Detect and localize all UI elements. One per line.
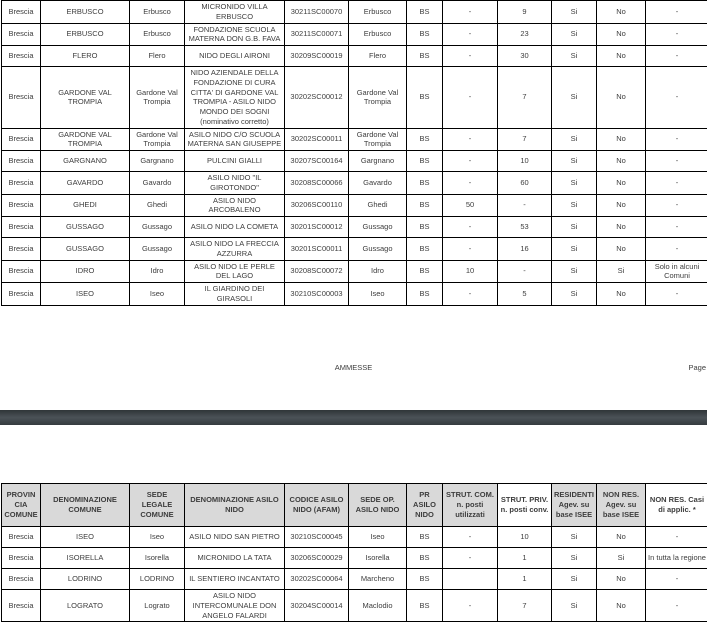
table-cell: 30201SC00011 [285, 238, 349, 261]
table-cell: Brescia [2, 217, 41, 238]
table-cell: Idro [130, 260, 185, 283]
table-cell: No [597, 151, 646, 172]
table-cell: Solo in alcuni Comuni [646, 260, 707, 283]
table-cell: BS [407, 590, 443, 622]
table-cell: GUSSAGO [41, 238, 130, 261]
table-cell: LOGRATO [41, 590, 130, 622]
table-cell: Brescia [2, 67, 41, 129]
table-cell: GARDONE VAL TROMPIA [41, 67, 130, 129]
table-cell: 5 [498, 283, 552, 306]
table-cell: IL GIARDINO DEI GIRASOLI [185, 283, 285, 306]
table-cell: Si [552, 151, 597, 172]
table-cell: ASILO NIDO INTERCOMUNALE DON ANGELO FALARDI [185, 590, 285, 622]
table-cell: Brescia [2, 1, 41, 24]
table-cell: - [443, 46, 498, 67]
table-cell: Gussago [349, 217, 407, 238]
table-cell: 7 [498, 590, 552, 622]
table-cell: 60 [498, 172, 552, 195]
table-cell: Ghedi [130, 194, 185, 217]
table-cell: Brescia [2, 569, 41, 590]
table-row [2, 548, 707, 569]
table-cell: - [646, 23, 707, 46]
table-cell: ASILO NIDO "IL GIROTONDO" [185, 172, 285, 195]
table-cell: Brescia [2, 128, 41, 151]
table-cell: Maclodio [349, 590, 407, 622]
table-cell: Gargnano [349, 151, 407, 172]
table-cell: 30207SC00164 [285, 151, 349, 172]
header-cell: NON RES. Casi di applic. * [646, 484, 707, 527]
table-cell: 30202SC00012 [285, 67, 349, 129]
table-cell: 30204SC00014 [285, 590, 349, 622]
table-cell: BS [407, 172, 443, 195]
table-cell: GUSSAGO [41, 217, 130, 238]
table-cell: No [597, 23, 646, 46]
table-cell: Gussago [349, 238, 407, 261]
table-cell: Si [552, 283, 597, 306]
table-cell: - [646, 569, 707, 590]
table-cell: GAVARDO [41, 172, 130, 195]
header-cell: DENOMINAZIONE ASILO NIDO [185, 484, 285, 527]
table-cell: Brescia [2, 172, 41, 195]
table-row [2, 217, 707, 238]
table-cell: No [597, 46, 646, 67]
table-cell: BS [407, 1, 443, 24]
table-cell: Si [552, 569, 597, 590]
table-cell: Idro [349, 260, 407, 283]
table-cell: - [443, 217, 498, 238]
table-cell: 7 [498, 128, 552, 151]
table-cell: ASILO NIDO SAN PIETRO [185, 527, 285, 548]
table-cell: - [443, 67, 498, 129]
table-cell: Si [552, 590, 597, 622]
table-cell: Gussago [130, 217, 185, 238]
table-row [2, 569, 707, 590]
table-cell: BS [407, 569, 443, 590]
table-cell: - [443, 238, 498, 261]
header-cell: PR ASILO NIDO [407, 484, 443, 527]
table-cell: 30211SC00070 [285, 1, 349, 24]
table-cell: Brescia [2, 283, 41, 306]
header-cell: SEDE LEGALE COMUNE [130, 484, 185, 527]
table-cell: Si [552, 238, 597, 261]
table-row [2, 527, 707, 548]
table-row [2, 238, 707, 261]
table-cell: LODRINO [41, 569, 130, 590]
table-cell: 16 [498, 238, 552, 261]
table-cell: FONDAZIONE SCUOLA MATERNA DON G.B. FAVA [185, 23, 285, 46]
table-cell: FLERO [41, 46, 130, 67]
table-cell: BS [407, 283, 443, 306]
table-cell: Isorella [349, 548, 407, 569]
table-cell: Brescia [2, 23, 41, 46]
table-cell: Si [597, 548, 646, 569]
table-cell: - [646, 217, 707, 238]
table-cell: ERBUSCO [41, 1, 130, 24]
table-cell: 30202SC00064 [285, 569, 349, 590]
header-cell: NON RES. Agev. su base ISEE [597, 484, 646, 527]
table-cell: - [443, 283, 498, 306]
table-cell: NIDO AZIENDALE DELLA FONDAZIONE DI CURA CITTA' DI GARDONE VAL TROMPIA - ASILO NIDO MONDO DEI SOGNI (nominativo corretto) [185, 67, 285, 129]
table-cell: - [443, 151, 498, 172]
table-cell: No [597, 527, 646, 548]
table-cell: - [443, 1, 498, 24]
table-cell: BS [407, 151, 443, 172]
table-cell: - [443, 548, 498, 569]
table-cell: BS [407, 217, 443, 238]
table-cell: Si [552, 172, 597, 195]
table-cell: ERBUSCO [41, 23, 130, 46]
table-cell: Gavardo [130, 172, 185, 195]
table-cell: - [646, 172, 707, 195]
table-cell: - [443, 23, 498, 46]
table-cell: - [443, 527, 498, 548]
table-cell: 30209SC00019 [285, 46, 349, 67]
table-cell: - [646, 128, 707, 151]
table-cell: Gardone Val Trompia [349, 128, 407, 151]
table-cell: IDRO [41, 260, 130, 283]
table-cell: No [597, 590, 646, 622]
header-cell: PROVINCIA COMUNE [2, 484, 41, 527]
table-cell: Brescia [2, 260, 41, 283]
table-cell: ISORELLA [41, 548, 130, 569]
table-cell: - [646, 527, 707, 548]
table-cell: No [597, 1, 646, 24]
table-cell: ISEO [41, 527, 130, 548]
table-cell: Si [552, 548, 597, 569]
table-cell: - [646, 238, 707, 261]
table-cell: Si [552, 23, 597, 46]
table-cell: MICRONIDO VILLA ERBUSCO [185, 1, 285, 24]
table-cell: LODRINO [130, 569, 185, 590]
table-cell: Brescia [2, 527, 41, 548]
table-cell: Erbusco [130, 1, 185, 24]
table-cell: Gardone Val Trompia [130, 67, 185, 129]
page-break-divider [0, 410, 707, 425]
table-cell: Isorella [130, 548, 185, 569]
table-cell: Brescia [2, 238, 41, 261]
table-cell: No [597, 67, 646, 129]
table-cell: ASILO NIDO ARCOBALENO [185, 194, 285, 217]
table-cell: Erbusco [130, 23, 185, 46]
header-cell: SEDE OP. ASILO NIDO [349, 484, 407, 527]
table-cell: Gardone Val Trompia [130, 128, 185, 151]
table-cell: 1 [498, 569, 552, 590]
table-cell: Gussago [130, 238, 185, 261]
table-cell: BS [407, 238, 443, 261]
table-row [2, 172, 707, 195]
table-cell: Gargnano [130, 151, 185, 172]
table-cell: 30206SC00110 [285, 194, 349, 217]
table-cell: Si [552, 67, 597, 129]
table-cell: Iseo [349, 283, 407, 306]
table-row [2, 23, 707, 46]
header-cell: STRUT. COM. n. posti utilizzati [443, 484, 498, 527]
table-cell: Si [552, 46, 597, 67]
table-cell: Gavardo [349, 172, 407, 195]
table-cell: Brescia [2, 590, 41, 622]
table-row [2, 1, 707, 24]
table-cell: 30208SC00072 [285, 260, 349, 283]
table-cell: - [646, 590, 707, 622]
table-cell: PULCINI GIALLI [185, 151, 285, 172]
table-cell: 30210SC00003 [285, 283, 349, 306]
table-cell: No [597, 217, 646, 238]
table-cell: GHEDI [41, 194, 130, 217]
table-cell: 30202SC00011 [285, 128, 349, 151]
table-cell: Lograto [130, 590, 185, 622]
header-cell: DENOMINAZIONE COMUNE [41, 484, 130, 527]
table-cell: - [443, 172, 498, 195]
table-row [2, 194, 707, 217]
table-cell: BS [407, 46, 443, 67]
page1-footer-label: AMMESSE [334, 363, 373, 372]
table-cell: 30201SC00012 [285, 217, 349, 238]
table-cell: Flero [349, 46, 407, 67]
table-cell: - [646, 46, 707, 67]
table-cell: 30211SC00071 [285, 23, 349, 46]
table-cell: Brescia [2, 151, 41, 172]
table-cell: 10 [443, 260, 498, 283]
page1-page-label: Page [688, 363, 706, 372]
table-cell: Si [552, 194, 597, 217]
table-cell: 10 [498, 527, 552, 548]
table-cell: 10 [498, 151, 552, 172]
table-cell: No [597, 128, 646, 151]
table-cell: Iseo [349, 527, 407, 548]
table-cell: MICRONIDO LA TATA [185, 548, 285, 569]
table-cell: - [443, 590, 498, 622]
table-cell: 1 [498, 548, 552, 569]
table-cell: Iseo [130, 527, 185, 548]
table-cell: 30208SC00066 [285, 172, 349, 195]
table-cell: In tutta la regione [646, 548, 707, 569]
table-cell: No [597, 283, 646, 306]
table-cell: Brescia [2, 194, 41, 217]
table-cell: NIDO DEGLI AIRONI [185, 46, 285, 67]
table-cell: Gardone Val Trompia [349, 67, 407, 129]
table-cell: - [443, 128, 498, 151]
table-cell: No [597, 172, 646, 195]
table-cell: ASILO NIDO LA COMETA [185, 217, 285, 238]
table-cell: - [646, 283, 707, 306]
table-cell: IL SENTIERO INCANTATO [185, 569, 285, 590]
table-cell: Erbusco [349, 23, 407, 46]
table-cell: BS [407, 23, 443, 46]
table-cell: Ghedi [349, 194, 407, 217]
table-cell: 53 [498, 217, 552, 238]
table-cell: 23 [498, 23, 552, 46]
table-cell: GARDONE VAL TROMPIA [41, 128, 130, 151]
table-cell: No [597, 194, 646, 217]
table-row [2, 128, 707, 151]
table-cell: Marcheno [349, 569, 407, 590]
table-cell: 50 [443, 194, 498, 217]
table-cell: ISEO [41, 283, 130, 306]
table-cell: ASILO NIDO LE PERLE DEL LAGO [185, 260, 285, 283]
table-cell: BS [407, 67, 443, 129]
table-cell: No [597, 569, 646, 590]
page1-footer [0, 363, 707, 377]
table-cell: BS [407, 128, 443, 151]
ammesse-table-page1 [1, 0, 707, 306]
table-cell: Flero [130, 46, 185, 67]
table-row [2, 67, 707, 129]
table-row [2, 260, 707, 283]
table-cell: Brescia [2, 46, 41, 67]
header-cell: CODICE ASILO NIDO (AFAM) [285, 484, 349, 527]
table-cell: No [597, 238, 646, 261]
table-row [2, 283, 707, 306]
table-cell: Erbusco [349, 1, 407, 24]
table-cell [443, 569, 498, 590]
table-cell: 9 [498, 1, 552, 24]
table-cell: - [646, 67, 707, 129]
table-cell: GARGNANO [41, 151, 130, 172]
table-cell: BS [407, 527, 443, 548]
table-cell: 30210SC00045 [285, 527, 349, 548]
table-cell: Iseo [130, 283, 185, 306]
table-cell: Si [552, 527, 597, 548]
header-cell: STRUT. PRIV. n. posti conv. [498, 484, 552, 527]
table-row [2, 590, 707, 622]
table-cell: BS [407, 548, 443, 569]
table-cell: - [646, 194, 707, 217]
table-cell: 7 [498, 67, 552, 129]
ammesse-table-page2 [1, 483, 707, 622]
table-cell: BS [407, 194, 443, 217]
table-cell: ASILO NIDO LA FRECCIA AZZURRA [185, 238, 285, 261]
table-cell: - [646, 151, 707, 172]
table-cell: Brescia [2, 548, 41, 569]
table-cell: ASILO NIDO C/O SCUOLA MATERNA SAN GIUSEPPE [185, 128, 285, 151]
table-cell: Si [597, 260, 646, 283]
table-row [2, 46, 707, 67]
table-row [2, 151, 707, 172]
table-cell: Si [552, 260, 597, 283]
table-cell: - [498, 260, 552, 283]
table-cell: Si [552, 128, 597, 151]
header-row [2, 484, 707, 527]
table-cell: Si [552, 1, 597, 24]
table-cell: 30 [498, 46, 552, 67]
header-cell: RESIDENTI Agev. su base ISEE [552, 484, 597, 527]
table-cell: BS [407, 260, 443, 283]
table-cell: - [498, 194, 552, 217]
table-cell: Si [552, 217, 597, 238]
table-cell: - [646, 1, 707, 24]
table-cell: 30206SC00029 [285, 548, 349, 569]
